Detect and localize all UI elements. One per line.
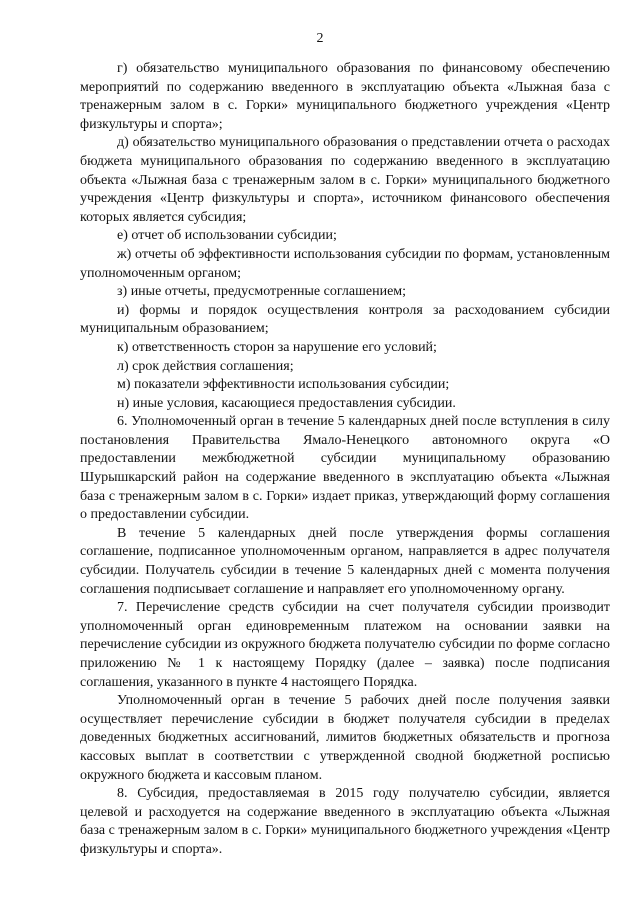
paragraph-e: е) отчет об использовании субсидии; bbox=[117, 228, 337, 244]
paragraph-i: и) формы и порядок осуществления контроля за расходованием субсидии муниципальным образованием; bbox=[80, 302, 610, 337]
paragraph-k: к) ответственность сторон за нарушение его условий; bbox=[117, 339, 437, 355]
paragraph-zh: ж) отчеты об эффективности использования субсидии по формам, установленным уполномоченным органом; bbox=[80, 246, 610, 281]
paragraph-l: л) срок действия соглашения; bbox=[117, 358, 294, 374]
paragraph-m: м) показатели эффективности использования субсидии; bbox=[117, 377, 450, 393]
paragraph-7: 7. Перечисление средств субсидии на счет получателя субсидии производит уполномоченный орган единовременным платежом на основании заявки на перечисление субсидии из окружного бюджета получателю субсидии по форме согласно приложению № 1 к настоящему Порядку (далее – заявка) после подписания соглашения, указанного в пункте 4 настоящего Порядка. bbox=[80, 600, 610, 690]
paragraph-6-continued: В течение 5 календарных дней после утверждения формы соглашения соглашение, подписанное уполномоченным органом, направляется в адрес получателя субсидии. Получатель субсидии в течение 5 календарных дней с момента получения соглашения подписывает соглашение и направляет его уполномоченному органу. bbox=[80, 525, 610, 597]
paragraph-d: д) обязательство муниципального образования о представлении отчета о расходах бюджета муниципального образования по содержанию введенного в эксплуатацию объекта «Лыжная база с тренажерным залом в с. Горки» муниципального бюджетного учреждения «Центр физкультуры и спорта», источником финансового обеспечения которых является субсидия; bbox=[80, 135, 610, 225]
paragraph-g: г) обязательство муниципального образования по финансовому обеспечению мероприятий по содержанию введенного в эксплуатацию объекта «Лыжная база с тренажерным залом в с. Горки» муниципального бюджетного учреждения «Центр физкультуры и спорта»; bbox=[80, 61, 610, 132]
paragraph-8: 8. Субсидия, предоставляемая в 2015 году получателю субсидии, является целевой и расходуется на содержание введенного в эксплуатацию объекта «Лыжная база с тренажерным залом в с. Горки» муниципального бюджетного учреждения «Центр физкультуры и спорта». bbox=[80, 786, 610, 857]
page-number: 2 bbox=[316, 31, 324, 46]
paragraph-n: н) иные условия, касающиеся предоставления субсидии. bbox=[117, 395, 456, 411]
paragraph-z: з) иные отчеты, предусмотренные соглашением; bbox=[117, 284, 407, 300]
paragraph-7-continued: Уполномоченный орган в течение 5 рабочих дней после получения заявки осуществляет перечисление субсидии в бюджет получателя субсидии в пределах доведенных бюджетных ассигнований, лимитов бюджетных обязательств и прогноза кассовых выплат в соответствии с утвержденной сводной бюджетной росписью окружного бюджета и кассовым планом. bbox=[80, 693, 610, 783]
paragraph-6: 6. Уполномоченный орган в течение 5 календарных дней после вступления в силу постановления Правительства Ямало-Ненецкого автономного округа «О предоставлении межбюджетной субсидии муниципальному образованию Шурышкарский район на содержание введенного в эксплуатацию объекта «Лыжная база с тренажерным залом в с. Горки» издает приказ, утверждающий форму соглашения о предоставлении субсидии. bbox=[80, 414, 610, 523]
document-body bbox=[80, 60, 610, 860]
